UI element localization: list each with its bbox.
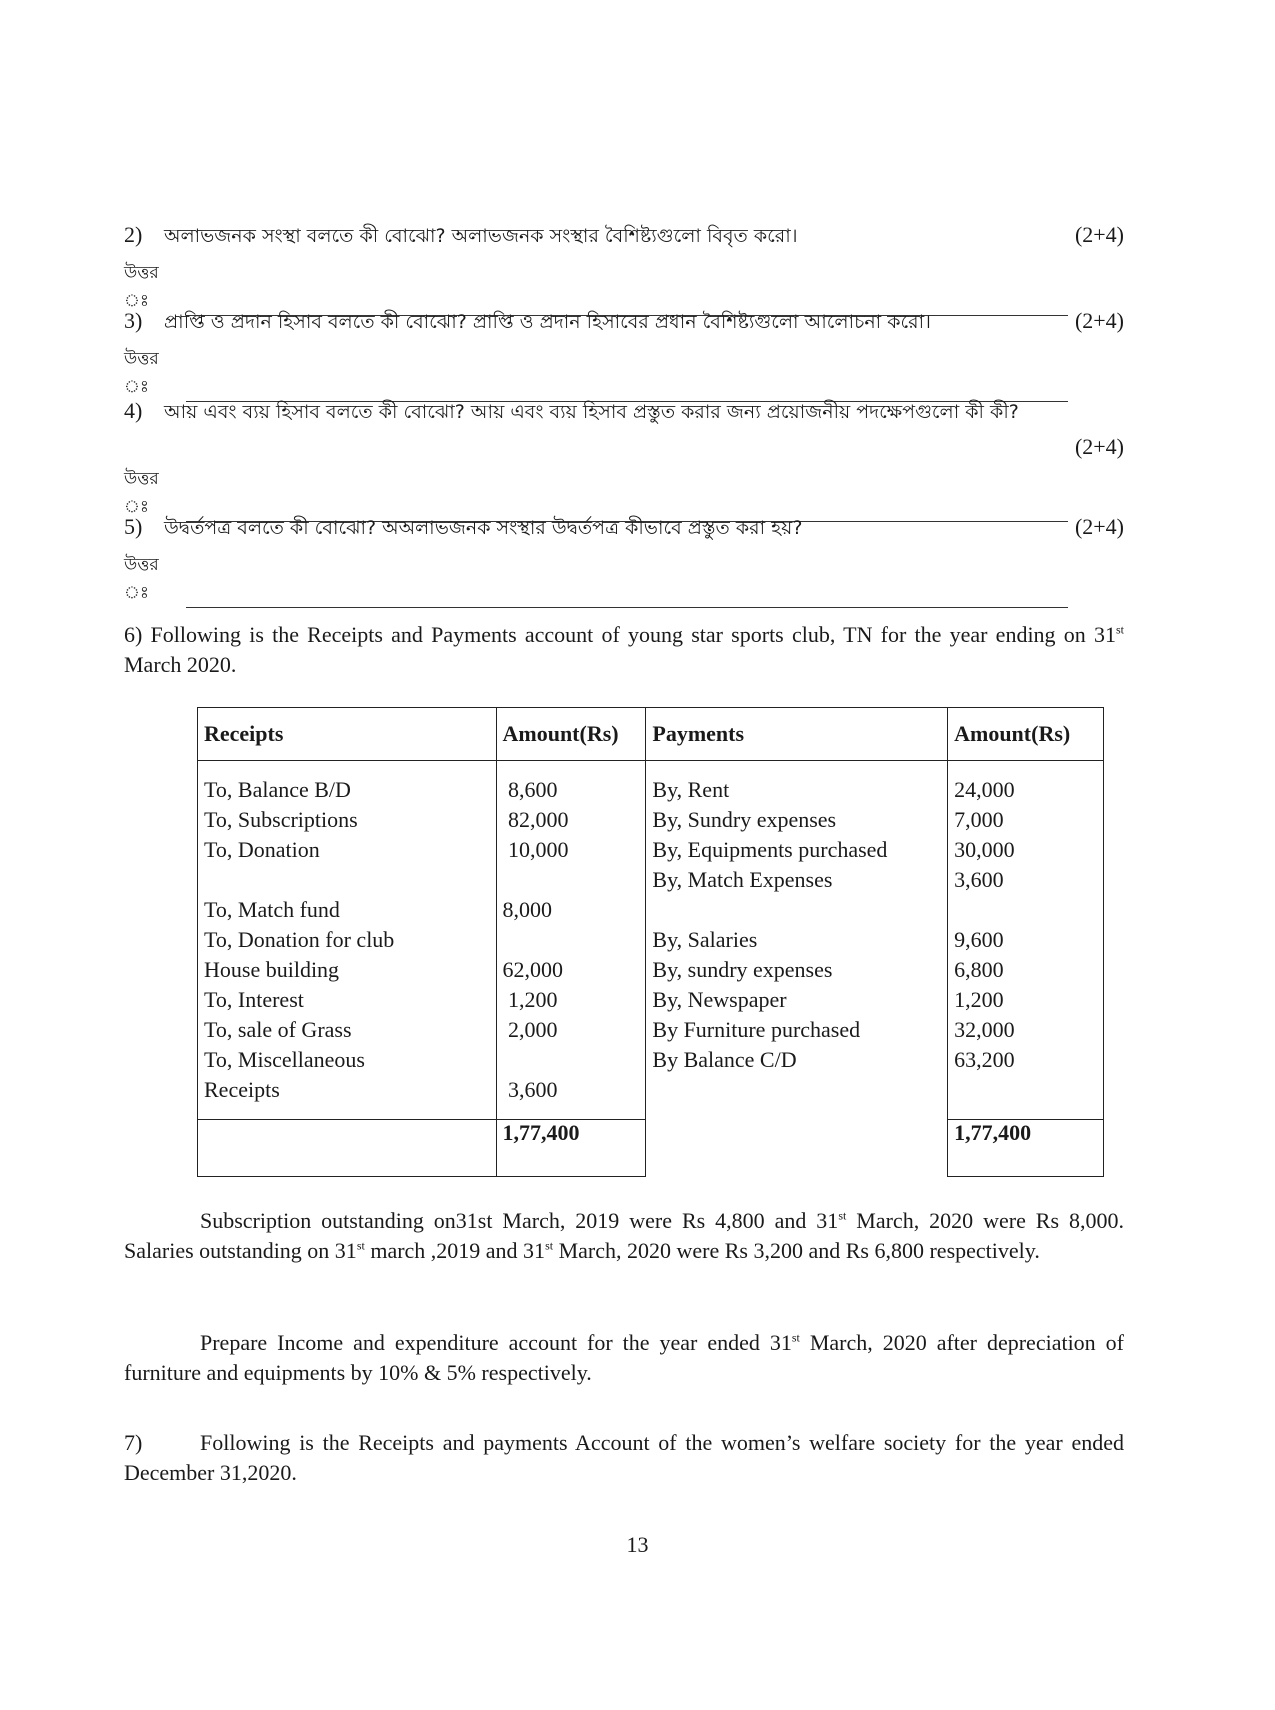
table-header-row [198,708,1104,761]
answer-row [124,346,1124,402]
answer-row [124,552,1124,608]
receipt-item: To, Interest [204,987,304,1012]
question-2 [124,222,1124,316]
payment-amount: 63,200 [954,1047,1015,1072]
receipt-amount [503,925,640,955]
payment-amount: 9,600 [954,927,1004,952]
payment-item: By, Newspaper [652,987,787,1012]
payment-item: By, Equipments purchased [652,837,888,862]
header-amount-payments: Amount(Rs) [948,708,1104,761]
total-label-cell [198,1120,497,1177]
payment-item: By Furniture purchased [652,1017,861,1042]
payment-amount [954,895,1097,925]
question-marks: (2+4) [1074,222,1124,247]
question-marks: (2+4) [1074,514,1124,539]
answer-label: উত্তর ঃ [124,349,159,397]
payment-amount: 32,000 [954,1017,1015,1042]
payment-amounts-column [948,761,1104,1120]
question-marks: (2+4) [1074,308,1124,333]
receipt-amount [503,1045,640,1075]
receipt-amount [503,865,640,895]
question-5 [124,514,1124,608]
payment-item: By Balance C/D [652,1047,797,1072]
question-7: 7) Following is the Receipts and payments Account of the women’s welfare society for the year ended December 31,2020. [124,1430,1124,1485]
question-text: অলাভজনক সংস্থা বলতে কী বোঝো? অলাভজনক সংস্থার বৈশিষ্ট্যগুলো বিবৃত করো। [164,225,798,247]
question-marks: (2+4) [1074,434,1124,459]
question-6-intro: 6) Following is the Receipts and Payments account of young star sports club, TN for the year ending on 31st March 2020. [124,622,1124,677]
question-number: 5) [124,514,143,539]
receipt-amount: 8,000 [502,897,552,922]
receipt-amount: 3,600 [502,1077,558,1102]
payment-amount: 7,000 [954,807,1004,832]
payment-item: By, Rent [652,777,730,802]
receipt-item: To, Balance B/D [204,777,351,802]
receipt-item: To, Subscriptions [204,807,358,832]
receipt-amount: 1,200 [502,987,558,1012]
question-number: 3) [124,308,143,333]
question-text: আয় এবং ব্যয় হিসাব বলতে কী বোঝো? আয় এবং ব্যয় হিসাব প্রস্তুত করার জন্য প্রয়োজনীয় পদক্ষেপগুলো কী কী? [164,401,1019,423]
payment-amount: 1,200 [954,987,1004,1012]
payment-amount: 6,800 [954,957,1004,982]
question-text: প্রাপ্তি ও প্রদান হিসাব বলতে কী বোঝো? প্রাপ্তি ও প্রদান হিসাবের প্রধান বৈশিষ্ট্যগুলো আলোচনা করো। [164,311,931,333]
receipt-item: To, Match fund [204,897,340,922]
total-payments: 1,77,400 [948,1120,1104,1177]
header-payments: Payments [646,708,948,761]
question-number: 4) [124,398,143,423]
payment-amount: 24,000 [954,777,1015,802]
receipt-item: To, sale of Grass [204,1017,352,1042]
receipt-amount: 10,000 [502,837,569,862]
receipt-item: Receipts [204,1077,280,1102]
receipt-amount: 82,000 [502,807,569,832]
page-number: 13 [626,1532,649,1557]
receipt-item [204,865,490,895]
receipt-amount: 8,600 [502,777,558,802]
receipts-column [198,761,497,1120]
note-outstanding: Subscription outstanding on31st March, 2019 were Rs 4,800 and 31st March, 2020 were Rs 8,000. Salaries outstanding on 31st march ,2019 and 31st March, 2020 were Rs 3,200 and Rs 6,800 respectively. [124,1208,1124,1263]
payment-item: By, Sundry expenses [652,807,837,832]
header-receipts: Receipts [198,708,497,761]
payment-item: By, Match Expenses [652,867,833,892]
question-3 [124,308,1124,402]
answer-label: উত্তর ঃ [124,555,159,603]
total-receipts: 1,77,400 [496,1120,646,1177]
payment-amount: 3,600 [954,867,1004,892]
question-4 [124,398,1124,522]
answer-label: উত্তর ঃ [124,469,159,517]
receipt-item: House building [204,957,340,982]
payment-item [652,895,941,925]
receipt-item: To, Donation [204,837,320,862]
payment-item: By, Salaries [652,927,758,952]
receipt-amount: 62,000 [502,957,563,982]
receipt-amounts-column [496,761,646,1120]
note-prepare: Prepare Income and expenditure account for the year ended 31st March, 2020 after depreciation of furniture and equipments by 10% & 5% respectively. [124,1330,1124,1385]
table-body-row [198,761,1104,1120]
payment-amount: 30,000 [954,837,1015,862]
answer-line [186,595,1068,608]
payment-item: By, sundry expenses [652,957,833,982]
receipt-item: To, Miscellaneous [204,1047,365,1072]
receipts-payments-table [197,707,1104,1177]
answer-label: উত্তর ঃ [124,263,159,311]
header-amount-receipts: Amount(Rs) [496,708,646,761]
payments-column [646,761,948,1177]
receipt-amount: 2,000 [502,1017,558,1042]
question-text: উদ্বর্তপত্র বলতে কী বোঝো? অঅলাভজনক সংস্থার উদ্বর্তপত্র কীভাবে প্রস্তুত করা হয়? [164,517,803,539]
question-number: 2) [124,222,143,247]
receipt-item: To, Donation for club [204,927,395,952]
